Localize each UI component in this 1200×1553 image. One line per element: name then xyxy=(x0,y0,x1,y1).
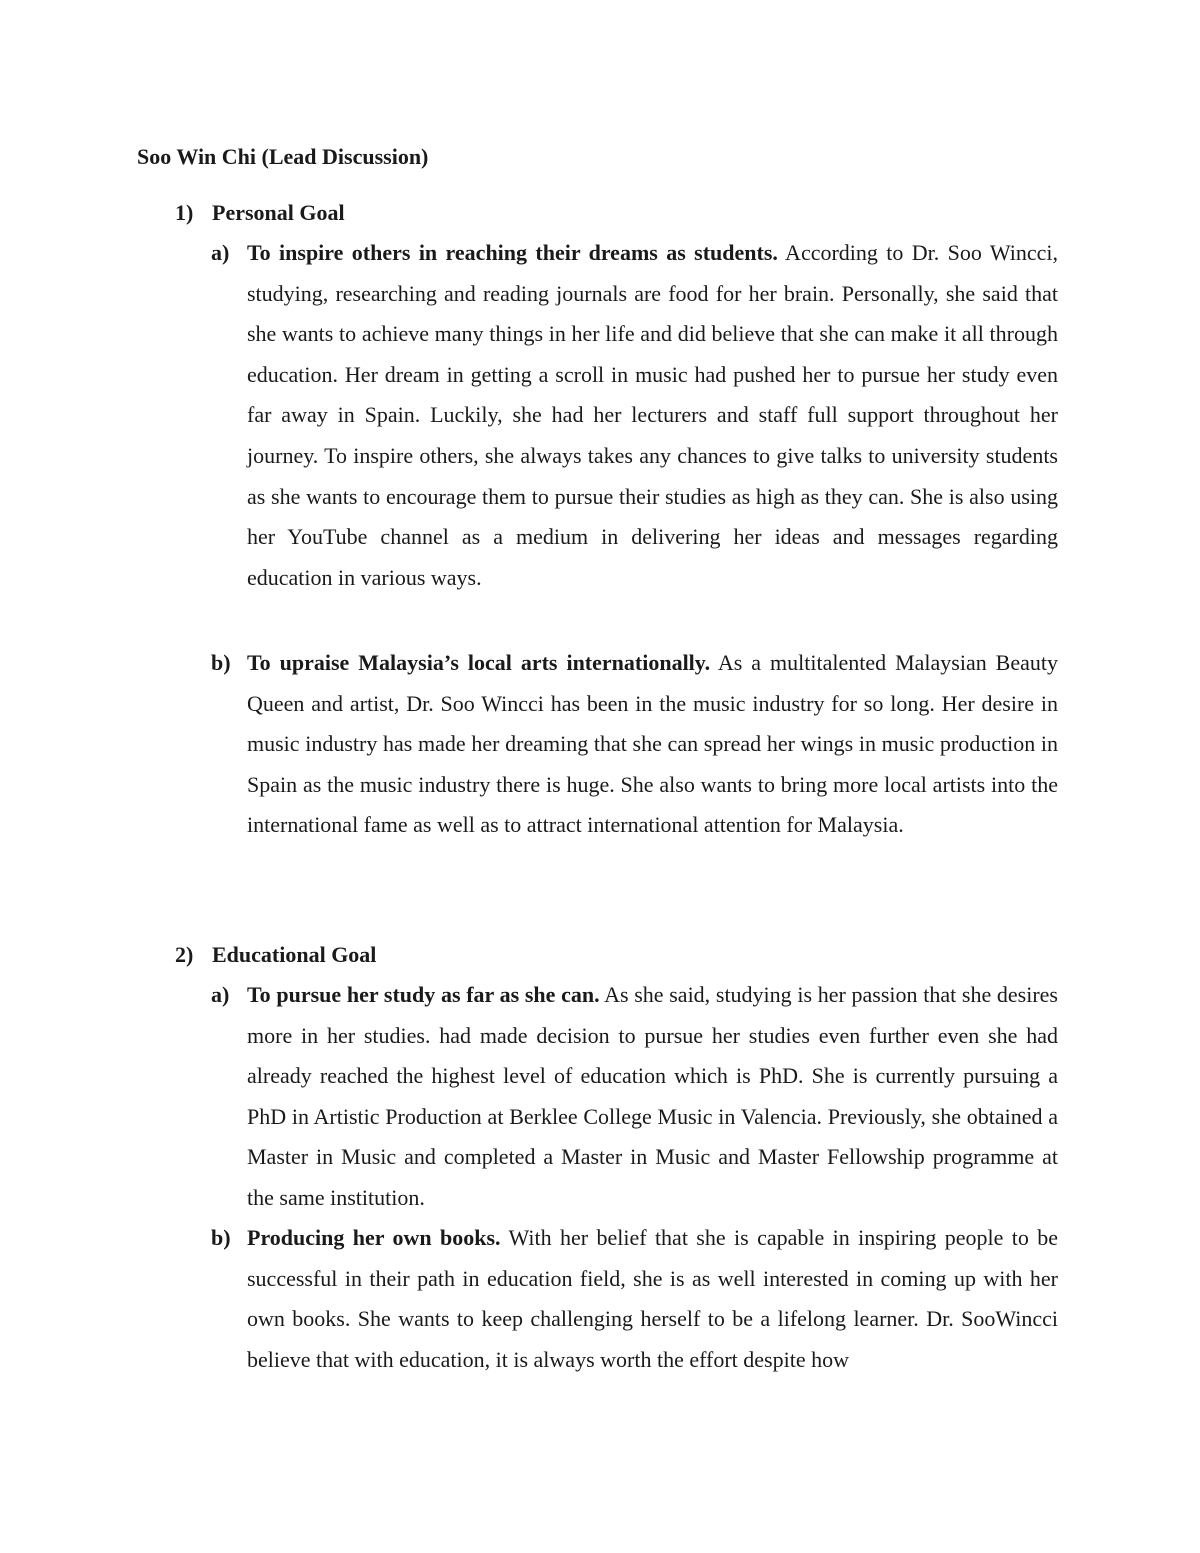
educational-goal-item-b xyxy=(211,1218,1058,1380)
item-paragraph xyxy=(247,1218,1058,1380)
item-marker: b) xyxy=(211,650,231,675)
document-heading: Soo Win Chi (Lead Discussion) xyxy=(137,144,429,169)
item-paragraph xyxy=(247,233,1058,598)
item-lead-sentence: To upraise Malaysia’s local arts internationally. xyxy=(247,650,711,675)
section-number: 1) xyxy=(175,200,194,225)
section-title: Personal Goal xyxy=(212,200,345,225)
item-marker: a) xyxy=(211,240,230,265)
item-lead-sentence: To inspire others in reaching their dreams as students. xyxy=(247,240,778,265)
educational-goal-item-a xyxy=(211,975,1058,1219)
item-paragraph xyxy=(247,643,1058,846)
item-paragraph xyxy=(247,975,1058,1219)
item-body-text: With her belief that she is capable in inspiring people to be successful in their path in education field, she is as well interested in coming up with her own books. She wants to keep challenging herself to be a lifelong learner. Dr. SooWincci believe that with education, it is always worth the effort despite how xyxy=(247,1225,1058,1372)
section-number: 2) xyxy=(175,942,194,967)
item-lead-sentence: To pursue her study as far as she can. xyxy=(247,982,600,1007)
item-body-text: According to Dr. Soo Wincci, studying, researching and reading journals are food for her brain. Personally, she said that she wants to achieve many things in her life and did believe that she can make it all through education. Her dream in getting a scroll in music had pushed her to pursue her study even far away in Spain. Luckily, she had her lecturers and staff full support throughout her journey. To inspire others, she always takes any chances to give talks to university students as she wants to encourage them to pursue their studies as high as they can. She is also using her YouTube channel as a medium in delivering her ideas and messages regarding education in various ways. xyxy=(247,240,1058,590)
section-title: Educational Goal xyxy=(212,942,377,967)
item-body-text: As a multitalented Malaysian Beauty Queen and artist, Dr. Soo Wincci has been in the music industry for so long. Her desire in music industry has made her dreaming that she can spread her wings in music production in Spain as the music industry there is huge. She also wants to bring more local artists into the international fame as well as to attract international attention for Malaysia. xyxy=(247,650,1058,838)
item-marker: b) xyxy=(211,1225,231,1250)
section-educational-goal-title xyxy=(175,940,376,970)
item-lead-sentence: Producing her own books. xyxy=(247,1225,501,1250)
section-personal-goal-title xyxy=(175,198,345,228)
personal-goal-item-b xyxy=(211,643,1058,846)
personal-goal-item-a xyxy=(211,233,1058,598)
item-body-text: As she said, studying is her passion that she desires more in her studies. had made decision to pursue her studies even further even she had already reached the highest level of education which is PhD. She is currently pursuing a PhD in Artistic Production at Berklee College Music in Valencia. Previously, she obtained a Master in Music and completed a Master in Music and Master Fellowship programme at the same institution. xyxy=(247,982,1058,1210)
item-marker: a) xyxy=(211,982,230,1007)
